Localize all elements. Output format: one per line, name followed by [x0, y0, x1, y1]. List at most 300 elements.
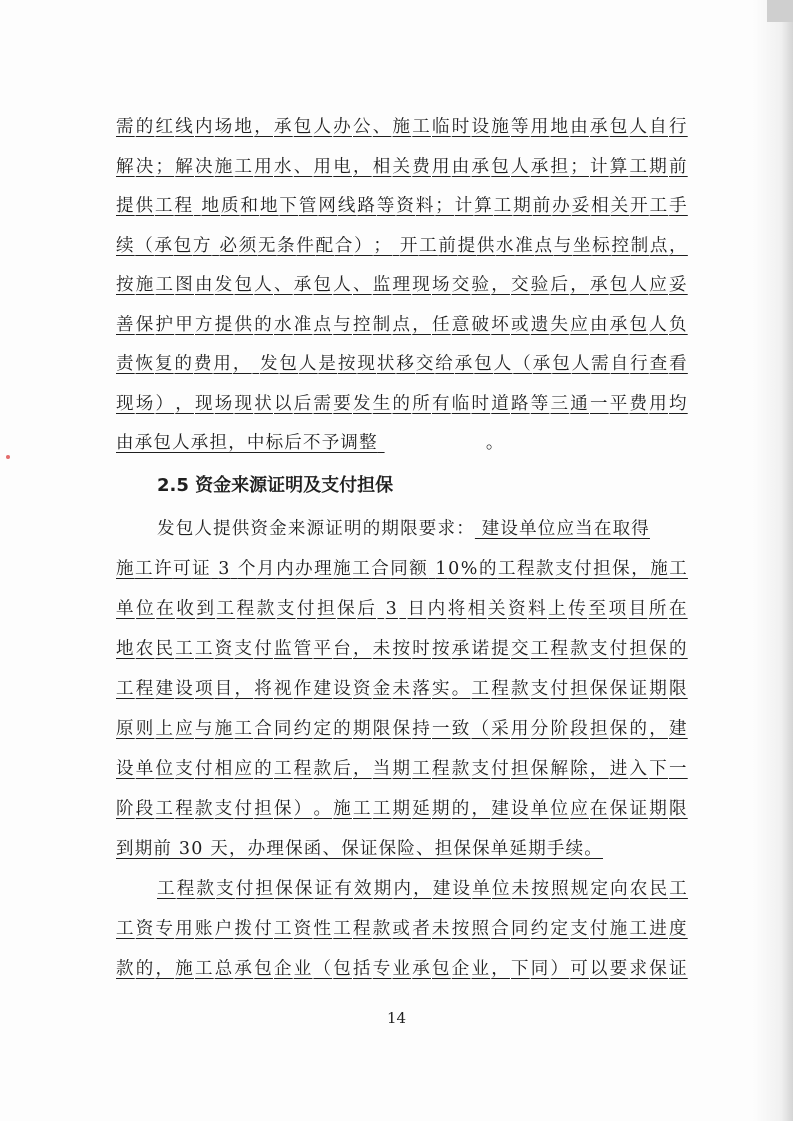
glyph: 供 — [135, 196, 155, 216]
glyph: 工 — [116, 679, 135, 699]
glyph: 与 — [195, 719, 214, 739]
glyph: 交 — [511, 275, 530, 295]
glyph: 保 — [337, 599, 356, 619]
glyph: 担 — [317, 599, 336, 619]
glyph: 坏 — [491, 315, 510, 335]
glyph: 内 — [276, 559, 295, 579]
glyph: 1 — [435, 559, 448, 579]
glyph: 由 — [195, 275, 214, 295]
glyph: % — [460, 559, 479, 579]
glyph: 时 — [451, 117, 471, 137]
glyph: 施 — [116, 559, 135, 579]
glyph: ） — [293, 799, 313, 819]
glyph: （ — [135, 236, 154, 256]
glyph: 交 — [511, 639, 530, 659]
glyph: 付 — [550, 679, 570, 699]
glyph: 解 — [550, 759, 570, 779]
glyph: 工 — [155, 799, 175, 819]
glyph: 是 — [318, 354, 338, 374]
glyph: 可 — [173, 559, 192, 579]
body-line — [116, 677, 688, 701]
glyph: ） — [155, 394, 175, 414]
glyph: ， — [413, 879, 432, 899]
glyph: 承 — [471, 157, 491, 177]
glyph: 地 — [201, 196, 221, 216]
glyph: 水 — [274, 315, 293, 335]
body-line-final — [116, 431, 688, 455]
glyph: 施 — [214, 157, 234, 177]
glyph: 款 — [536, 559, 555, 579]
glyph: 未 — [511, 879, 531, 899]
glyph: 管 — [298, 196, 318, 216]
glyph: 合 — [371, 559, 390, 579]
glyph: 规 — [570, 879, 590, 899]
glyph: 费 — [193, 354, 213, 374]
body-line — [116, 234, 688, 258]
glyph: 支 — [590, 639, 609, 659]
glyph: 证 — [669, 959, 688, 979]
glyph: 求 — [629, 959, 649, 979]
glyph: 红 — [155, 117, 175, 137]
glyph: 善 — [116, 315, 135, 335]
glyph: 合 — [254, 719, 273, 739]
glyph: 后 — [333, 759, 352, 779]
glyph: 保 — [609, 799, 629, 819]
glyph: 将 — [254, 679, 273, 699]
glyph: 项 — [608, 599, 628, 619]
glyph: 分 — [530, 719, 550, 739]
glyph: 进 — [609, 759, 629, 779]
glyph: 工 — [669, 559, 688, 579]
glyph: 工 — [333, 919, 352, 939]
glyph: 未 — [372, 639, 392, 659]
glyph: 等 — [511, 117, 530, 137]
glyph: 承 — [590, 117, 609, 137]
glyph: 由 — [570, 117, 589, 137]
glyph: 下 — [279, 196, 299, 216]
glyph: 、 — [293, 157, 313, 177]
glyph: 担 — [629, 639, 649, 659]
glyph: 的 — [135, 117, 155, 137]
glyph: 施 — [333, 559, 352, 579]
glyph: 付 — [235, 879, 255, 899]
body-line — [116, 194, 688, 218]
body-line — [116, 597, 688, 621]
glyph: 付 — [254, 639, 273, 659]
glyph: 线 — [337, 196, 357, 216]
glyph: 或 — [392, 919, 412, 939]
glyph: 工 — [274, 759, 293, 779]
glyph: 与 — [553, 236, 573, 256]
glyph: 包 — [432, 959, 451, 979]
glyph: 件 — [296, 236, 316, 256]
underline-blank — [378, 431, 486, 455]
body-line — [116, 352, 688, 376]
glyph: 限 — [669, 799, 688, 819]
glyph: 阶 — [550, 719, 570, 739]
glyph: 相 — [372, 157, 392, 177]
glyph: 约 — [293, 719, 313, 739]
glyph: 人 — [511, 157, 530, 177]
glyph: 许 — [154, 559, 173, 579]
glyph: 一 — [590, 394, 609, 414]
glyph: 网 — [318, 196, 338, 216]
glyph: 定 — [550, 919, 570, 939]
glyph: 项 — [195, 679, 214, 699]
glyph: 保 — [609, 719, 629, 739]
glyph: 承 — [532, 354, 552, 374]
scan-corner — [767, 0, 793, 22]
glyph: 款 — [570, 639, 589, 659]
glyph: 担 — [255, 879, 275, 899]
glyph: 线 — [175, 117, 194, 137]
glyph: 按 — [392, 639, 412, 659]
glyph: 证 — [192, 559, 211, 579]
glyph: 开 — [630, 196, 649, 216]
glyph: 业 — [293, 959, 313, 979]
glyph: 有 — [432, 394, 451, 414]
glyph: 办 — [552, 196, 571, 216]
glyph: 水 — [274, 157, 293, 177]
glyph: 包 — [234, 275, 254, 295]
glyph: 程 — [432, 759, 451, 779]
glyph: 位 — [155, 759, 175, 779]
glyph: 设 — [511, 799, 530, 819]
glyph: 关 — [392, 157, 412, 177]
glyph: 单 — [472, 879, 491, 899]
glyph: 工 — [412, 117, 431, 137]
para2-first-underlined: 建设单位应当在取得 — [474, 519, 650, 539]
glyph: 延 — [412, 799, 431, 819]
glyph: 用 — [530, 117, 550, 137]
glyph: 在 — [156, 599, 175, 619]
glyph: 建 — [491, 799, 510, 819]
final-underlined-text: 由承包人承担，中标后不予调整 — [116, 433, 378, 453]
glyph: 期 — [649, 157, 668, 177]
glyph: ， — [631, 559, 650, 579]
glyph: 建 — [155, 679, 175, 699]
glyph: 付 — [590, 919, 609, 939]
body-line — [116, 717, 688, 741]
glyph: 后 — [550, 275, 570, 295]
glyph: 保 — [135, 315, 155, 335]
glyph: 效 — [354, 879, 373, 899]
glyph: 包 — [279, 354, 299, 374]
glyph: 业 — [392, 959, 412, 979]
glyph: 复 — [154, 354, 174, 374]
glyph: 状 — [254, 394, 273, 414]
glyph: 包 — [474, 354, 493, 374]
glyph: 用 — [254, 157, 273, 177]
glyph: 在 — [668, 599, 688, 619]
glyph: 专 — [155, 919, 175, 939]
glyph: 程 — [293, 759, 313, 779]
glyph: 期 — [392, 759, 412, 779]
glyph: 前 — [669, 157, 688, 177]
glyph: 工 — [629, 919, 649, 939]
glyph: 无 — [257, 236, 277, 256]
glyph: 制 — [372, 315, 392, 335]
glyph: 付 — [491, 759, 510, 779]
glyph: 工 — [353, 799, 372, 819]
glyph: ， — [234, 679, 254, 699]
glyph: 施 — [392, 117, 412, 137]
glyph: 度 — [669, 919, 688, 939]
glyph: 款 — [195, 799, 214, 819]
glyph: 按 — [337, 354, 357, 374]
glyph: 工 — [195, 639, 214, 659]
glyph: 相 — [214, 759, 234, 779]
glyph: ； — [155, 157, 175, 177]
scan-edge-shadow — [753, 0, 793, 1121]
glyph: ， — [412, 315, 431, 335]
glyph: 合 — [334, 236, 354, 256]
glyph: 三 — [550, 394, 570, 414]
glyph: 责 — [116, 354, 135, 374]
glyph: 负 — [669, 315, 688, 335]
glyph: ， — [175, 394, 194, 414]
glyph: 时 — [471, 394, 491, 414]
glyph: 保 — [649, 639, 668, 659]
glyph: 遗 — [530, 315, 550, 335]
glyph: 承 — [590, 275, 609, 295]
glyph: 诺 — [471, 639, 491, 659]
glyph: 下 — [511, 959, 530, 979]
glyph: 用 — [432, 157, 451, 177]
body-line — [116, 757, 688, 781]
glyph: 期 — [649, 799, 668, 819]
glyph — [399, 597, 406, 621]
glyph: 工 — [155, 275, 175, 295]
glyph: 至 — [588, 599, 608, 619]
glyph: 按 — [116, 275, 135, 295]
glyph: 用 — [649, 394, 668, 414]
glyph: 查 — [649, 354, 669, 374]
glyph: 质 — [220, 196, 240, 216]
glyph: 款 — [511, 679, 530, 699]
glyph: 管 — [293, 639, 313, 659]
glyph: 期 — [353, 719, 372, 739]
glyph: ， — [232, 354, 252, 374]
glyph: 点 — [649, 236, 669, 256]
glyph: 担 — [550, 157, 570, 177]
glyph: 失 — [550, 315, 570, 335]
glyph: 施 — [650, 559, 669, 579]
glyph: 包 — [293, 117, 313, 137]
body-line — [116, 637, 688, 661]
glyph: 承 — [609, 315, 629, 335]
glyph: 费 — [629, 394, 649, 414]
glyph: 保 — [392, 719, 412, 739]
glyph: 决 — [135, 157, 155, 177]
glyph: ， — [353, 759, 372, 779]
glyph: 承 — [412, 959, 431, 979]
glyph: 位 — [136, 599, 155, 619]
glyph: 施 — [609, 919, 629, 939]
glyph: 下 — [649, 759, 668, 779]
glyph: 工 — [274, 919, 293, 939]
glyph: 解 — [175, 157, 194, 177]
glyph: 当 — [372, 759, 392, 779]
glyph: 目 — [628, 599, 648, 619]
glyph: 工 — [669, 879, 688, 899]
glyph: 工 — [352, 559, 371, 579]
glyph: 计 — [454, 196, 474, 216]
glyph: 移 — [396, 354, 416, 374]
glyph: 入 — [629, 759, 649, 779]
glyph: 期 — [513, 196, 532, 216]
glyph: 程 — [174, 196, 194, 216]
glyph: 的 — [135, 959, 155, 979]
glyph: 期 — [373, 879, 393, 899]
glyph: 除 — [570, 759, 589, 779]
glyph: 公 — [353, 117, 372, 137]
glyph: 电 — [333, 157, 352, 177]
glyph: 包 — [173, 236, 193, 256]
glyph: 方 — [192, 236, 212, 256]
glyph: 资 — [293, 919, 313, 939]
glyph: 计 — [590, 157, 609, 177]
glyph: 作 — [293, 679, 313, 699]
glyph: 场 — [432, 275, 451, 295]
glyph: 保 — [609, 679, 629, 699]
glyph: 自 — [610, 354, 630, 374]
glyph: 人 — [649, 315, 668, 335]
glyph: 段 — [135, 799, 155, 819]
glyph: 用 — [213, 354, 233, 374]
glyph: ） — [354, 236, 373, 256]
glyph: 的 — [392, 394, 412, 414]
glyph: 证 — [629, 679, 649, 699]
glyph: 理 — [392, 275, 412, 295]
margin-mark — [6, 455, 10, 459]
glyph: 需 — [313, 394, 333, 414]
glyph: 平 — [313, 639, 333, 659]
glyph: 、 — [372, 117, 392, 137]
glyph: 收 — [176, 599, 196, 619]
glyph: 限 — [372, 719, 392, 739]
glyph: 按 — [451, 919, 471, 939]
glyph: 前 — [438, 236, 458, 256]
glyph: 均 — [669, 394, 688, 414]
glyph: 程 — [353, 919, 372, 939]
glyph: 提 — [491, 639, 510, 659]
glyph — [194, 194, 201, 218]
glyph: 承 — [274, 117, 293, 137]
glyph: 用 — [511, 719, 530, 739]
glyph: 甲 — [175, 315, 194, 335]
glyph: 定 — [590, 879, 610, 899]
glyph: 工 — [412, 759, 431, 779]
glyph: 必 — [219, 236, 239, 256]
glyph: 台 — [333, 639, 352, 659]
glyph: 款 — [313, 759, 333, 779]
glyph: 相 — [591, 196, 610, 216]
glyph: 工 — [234, 157, 254, 177]
glyph: 位 — [491, 879, 511, 899]
glyph: （ — [471, 719, 491, 739]
body-line — [116, 957, 688, 981]
glyph: ， — [353, 157, 372, 177]
glyph: 资 — [508, 599, 527, 619]
para2-intro: 发包人提供资金来源证明的期限要求： — [157, 519, 475, 539]
page-number: 14 — [386, 1009, 407, 1027]
glyph: 期 — [432, 799, 451, 819]
glyph: 意 — [451, 315, 471, 335]
glyph: 工 — [216, 599, 236, 619]
glyph: 保 — [275, 879, 294, 899]
glyph: 照 — [471, 919, 491, 939]
glyph: 定 — [313, 719, 333, 739]
glyph: 传 — [568, 599, 588, 619]
glyph: 行 — [630, 354, 649, 374]
glyph: 包 — [333, 959, 352, 979]
glyph: 工 — [234, 719, 254, 739]
glyph: 发 — [214, 275, 234, 295]
glyph: 道 — [491, 394, 510, 414]
glyph: 原 — [116, 719, 135, 739]
glyph: 合 — [491, 919, 510, 939]
glyph: 采 — [491, 719, 510, 739]
glyph: 现 — [195, 394, 214, 414]
glyph: 由 — [590, 315, 609, 335]
glyph: 人 — [571, 354, 591, 374]
glyph: 地 — [550, 117, 570, 137]
glyph: 需 — [116, 117, 135, 137]
glyph: 个 — [238, 559, 257, 579]
glyph: 包 — [313, 275, 333, 295]
glyph: 位 — [550, 799, 570, 819]
glyph: 总 — [214, 959, 234, 979]
glyph: 设 — [175, 679, 194, 699]
glyph: 性 — [313, 919, 333, 939]
glyph: 款 — [451, 759, 471, 779]
glyph: 支 — [216, 879, 235, 899]
glyph: 持 — [412, 719, 431, 739]
glyph: 工 — [497, 559, 517, 579]
glyph: 保 — [590, 679, 609, 699]
glyph: 证 — [314, 879, 334, 899]
glyph: 地 — [234, 117, 254, 137]
glyph: 准 — [515, 236, 534, 256]
section-heading: 2.5 资金来源证明及支付担保 — [157, 475, 394, 496]
glyph: 工 — [471, 679, 491, 699]
glyph: 要 — [609, 959, 629, 979]
glyph: 约 — [530, 919, 550, 939]
glyph: 等 — [530, 394, 550, 414]
glyph: 落 — [412, 679, 431, 699]
glyph — [393, 234, 400, 258]
glyph: 的 — [451, 799, 471, 819]
glyph: 承 — [234, 959, 254, 979]
glyph: ， — [254, 117, 273, 137]
glyph: 限 — [669, 679, 688, 699]
glyph: 看 — [669, 354, 688, 374]
glyph: 资 — [353, 679, 372, 699]
glyph: 工 — [372, 799, 392, 819]
glyph: 人 — [254, 275, 273, 295]
glyph: 期 — [392, 799, 412, 819]
glyph: 保 — [612, 559, 631, 579]
glyph: 包 — [609, 275, 629, 295]
glyph: 办 — [295, 559, 314, 579]
para2-last-text: 到期前 30 天，办理保函、保证保险、担保保单延期手续。 — [116, 839, 603, 859]
glyph: 以 — [274, 394, 293, 414]
glyph: 包 — [609, 117, 629, 137]
glyph: 的 — [254, 759, 273, 779]
glyph: ， — [570, 275, 589, 295]
glyph: 时 — [412, 639, 431, 659]
